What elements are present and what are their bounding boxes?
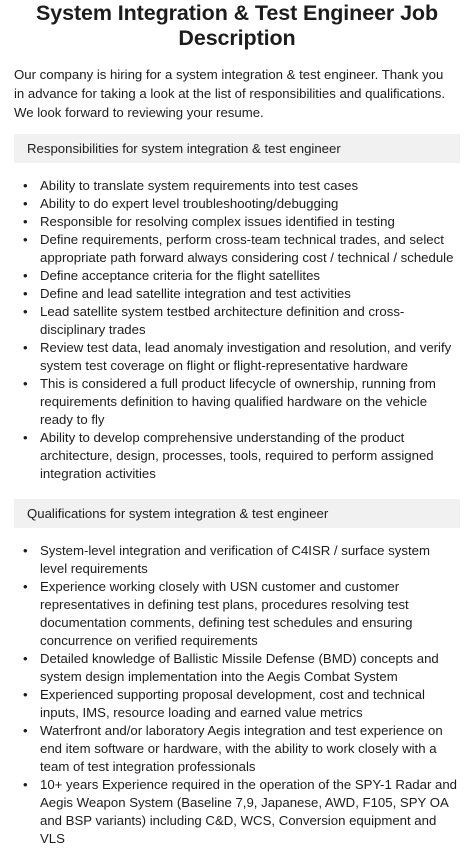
responsibilities-list bbox=[14, 177, 460, 483]
list-item bbox=[20, 686, 460, 722]
list-item bbox=[20, 776, 460, 848]
list-item bbox=[20, 375, 460, 429]
page-title: System Integration & Test Engineer Job Description bbox=[36, 1, 438, 50]
list-item bbox=[20, 339, 460, 375]
list-item-text: Waterfront and/or laboratory Aegis integration and test experience on end item software or hardware, with the ability to work closely with a team of test integration professionals bbox=[40, 723, 443, 774]
bullet-icon: • bbox=[23, 214, 28, 229]
list-item-text: Detailed knowledge of Ballistic Missile Defense (BMD) concepts and system design implementation into the Aegis Combat System bbox=[40, 651, 439, 684]
list-item-text: Review test data, lead anomaly investigation and resolution, and verify system test coverage on flight or flight-representative hardware bbox=[40, 340, 452, 373]
list-item-text: Define acceptance criteria for the flight satellites bbox=[40, 268, 321, 283]
bullet-icon: • bbox=[23, 178, 28, 193]
list-item-text: Ability to develop comprehensive understanding of the product architecture, design, processes, tools, required to perform assigned integration activities bbox=[40, 430, 434, 481]
list-item-text: Ability to do expert level troubleshooting/debugging bbox=[40, 196, 339, 211]
list-item bbox=[20, 285, 460, 303]
bullet-icon: • bbox=[23, 268, 28, 283]
list-item bbox=[20, 177, 460, 195]
bullet-icon: • bbox=[23, 651, 28, 666]
bullet-icon: • bbox=[23, 430, 28, 445]
list-item-text: Responsible for resolving complex issues identified in testing bbox=[40, 214, 395, 229]
bullet-icon: • bbox=[23, 340, 28, 355]
bullet-icon: • bbox=[23, 543, 28, 558]
list-item bbox=[20, 213, 460, 231]
list-item bbox=[20, 303, 460, 339]
list-item bbox=[20, 267, 460, 285]
list-item-text: System-level integration and verification of C4ISR / surface system level requirements bbox=[40, 543, 430, 576]
list-item-text: Ability to translate system requirements into test cases bbox=[40, 178, 359, 193]
list-item bbox=[20, 650, 460, 686]
bullet-icon: • bbox=[23, 777, 28, 792]
list-item-text: Experienced supporting proposal development, cost and technical inputs, IMS, resource loading and earned value metrics bbox=[40, 687, 425, 720]
bullet-icon: • bbox=[23, 286, 28, 301]
bullet-icon: • bbox=[23, 723, 28, 738]
qualifications-heading: Qualifications for system integration & test engineer bbox=[14, 499, 460, 528]
bullet-icon: • bbox=[23, 304, 28, 319]
list-item bbox=[20, 722, 460, 776]
list-item bbox=[20, 542, 460, 578]
list-item-text: This is considered a full product lifecycle of ownership, running from requirements definition to having qualified hardware on the vehicle ready to fly bbox=[40, 376, 436, 427]
list-item bbox=[20, 231, 460, 267]
list-item-text: Define and lead satellite integration and test activities bbox=[40, 286, 351, 301]
bullet-icon: • bbox=[23, 687, 28, 702]
list-item-text: Define requirements, perform cross-team technical trades, and select appropriate path forward always considering cost / technical / schedule bbox=[40, 232, 454, 265]
job-description-page bbox=[0, 1, 474, 846]
intro-paragraph: Our company is hiring for a system integration & test engineer. Thank you in advance for taking a look at the list of responsibilities and qualifications. We look forward to reviewing your resume. bbox=[14, 67, 446, 120]
bullet-icon: • bbox=[23, 376, 28, 391]
bullet-icon: • bbox=[23, 232, 28, 247]
responsibilities-heading: Responsibilities for system integration & test engineer bbox=[14, 134, 460, 163]
list-item bbox=[20, 429, 460, 483]
list-item-text: Lead satellite system testbed architecture definition and cross-disciplinary trades bbox=[40, 304, 405, 337]
bullet-icon: • bbox=[23, 196, 28, 211]
bullet-icon: • bbox=[23, 579, 28, 594]
list-item bbox=[20, 195, 460, 213]
list-item-text: 10+ years Experience required in the operation of the SPY-1 Radar and Aegis Weapon System (Baseline 7,9, Japanese, AWD, F105, SPY OA and BSP variants) including C&D, WCS, Conversion equipment and VLS bbox=[40, 777, 458, 846]
qualifications-list bbox=[14, 542, 460, 848]
list-item bbox=[20, 578, 460, 650]
list-item-text: Experience working closely with USN customer and customer representatives in defining test plans, procedures resolving test documentation comments, defining test schedules and ensuring concurrence on verified requirements bbox=[40, 579, 413, 648]
